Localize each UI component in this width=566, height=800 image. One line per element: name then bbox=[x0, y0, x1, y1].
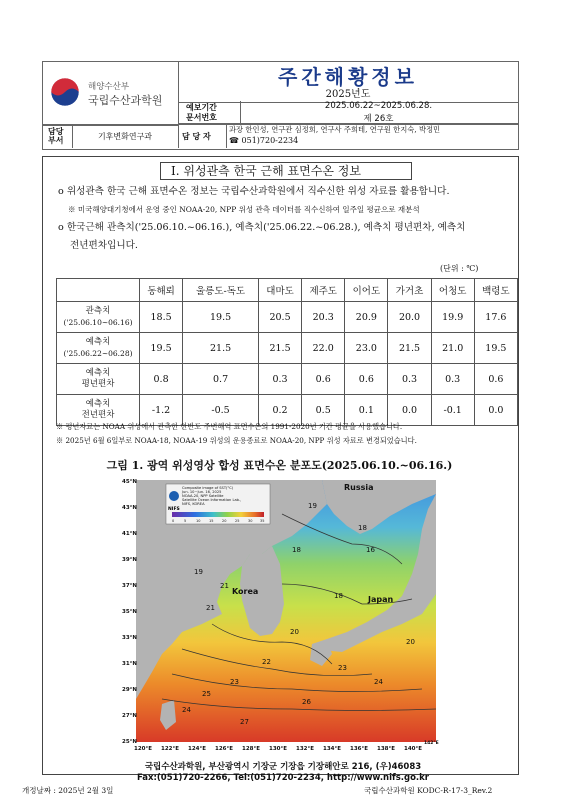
map-legend bbox=[166, 484, 270, 524]
legend-tick: 35 bbox=[260, 519, 265, 523]
table-cell: 0.1 bbox=[345, 395, 388, 426]
col-header: 대마도 bbox=[258, 279, 301, 302]
contour-label: 18 bbox=[358, 524, 367, 532]
lon-label: 128°E bbox=[242, 746, 260, 751]
legend-colorbar bbox=[172, 512, 264, 517]
legend-line: NOAA-20, NPP Satellite bbox=[182, 494, 224, 498]
lat-label: 41°N bbox=[122, 531, 138, 537]
note-1: ※ 미국해양대기청에서 운영 중인 NOAA-20, NPP 위성 관측 데이터를 직수신하여 일주일 평균으로 재분석 bbox=[68, 205, 420, 214]
table-cell: 20.5 bbox=[258, 302, 301, 333]
docno-value: 제 26호 bbox=[363, 114, 394, 124]
row-label: 예측치 평년편차 bbox=[57, 364, 140, 395]
year: 2025년도 bbox=[325, 89, 371, 100]
place-korea: Korea bbox=[232, 587, 259, 596]
table-cell: 20.9 bbox=[345, 302, 388, 333]
legend-tick: 30 bbox=[248, 519, 253, 523]
legend-tick: 20 bbox=[222, 519, 227, 523]
contour-label: 19 bbox=[308, 502, 317, 510]
lon-label: 130°E bbox=[269, 746, 287, 751]
contour-label: 18 bbox=[334, 592, 343, 600]
col-header: 동해뢰 bbox=[140, 279, 183, 302]
period-label: 예보기간 bbox=[186, 103, 217, 112]
col-header: 어청도 bbox=[431, 279, 474, 302]
col-header: 백령도 bbox=[474, 279, 517, 302]
legend-tick: 5 bbox=[184, 519, 187, 523]
revision-date: 개정날짜 : 2025년 2월 3일 bbox=[22, 786, 114, 795]
place-japan: Japan bbox=[368, 595, 394, 604]
table-corner bbox=[57, 279, 140, 302]
staff-value: 과장 한인성, 연구관 심정희, 연구사 주희테, 연구원 한지숙, 박정민 bbox=[229, 125, 441, 134]
table-cell: 0.6 bbox=[474, 364, 517, 395]
contour-label: 19 bbox=[194, 568, 203, 576]
docno-label: 문서번호 bbox=[186, 113, 217, 122]
table-row bbox=[57, 333, 518, 364]
table-cell: 19.5 bbox=[140, 333, 183, 364]
lat-label: 25°N bbox=[122, 739, 138, 745]
contour-label: 21 bbox=[206, 604, 215, 612]
table-cell: -1.2 bbox=[140, 395, 183, 426]
table-cell: 19.9 bbox=[431, 302, 474, 333]
lat-label: 35°N bbox=[122, 609, 138, 615]
lon-label: 120°E bbox=[134, 746, 152, 751]
table-cell: 21.0 bbox=[431, 333, 474, 364]
contour-label: 20 bbox=[290, 628, 299, 636]
footer-address bbox=[0, 762, 566, 784]
sst-map bbox=[122, 474, 444, 751]
table-cell: 0.3 bbox=[258, 364, 301, 395]
lat-label: 45°N bbox=[122, 479, 138, 485]
table-header-row bbox=[57, 279, 518, 302]
lon-label: 132°E bbox=[296, 746, 314, 751]
note-satellite: ※ 2025년 6월 6일부로 NOAA-18, NOAA-19 위성의 운용종료로 NOAA-20, NPP 위성 자료로 변경되었습니다. bbox=[56, 436, 417, 445]
table-cell: 0.2 bbox=[258, 395, 301, 426]
col-header: 울릉도-독도 bbox=[183, 279, 259, 302]
table-cell: 21.5 bbox=[388, 333, 431, 364]
table-row bbox=[57, 302, 518, 333]
place-russia: Russia bbox=[344, 483, 374, 492]
lat-label: 39°N bbox=[122, 557, 138, 563]
table-cell: 0.7 bbox=[183, 364, 259, 395]
page-title: 주간해황정보 bbox=[278, 65, 418, 89]
lon-label: 126°E bbox=[215, 746, 233, 751]
table-cell: 0.6 bbox=[345, 364, 388, 395]
nifs-label: NIFS bbox=[168, 507, 180, 512]
nifs-logo-icon bbox=[169, 491, 179, 501]
col-header: 가거초 bbox=[388, 279, 431, 302]
contour-label: 25 bbox=[202, 690, 211, 698]
sst-map-svg bbox=[122, 474, 444, 751]
legend-tick: 15 bbox=[209, 519, 214, 523]
legend-tick: 10 bbox=[196, 519, 201, 523]
lon-label: 138°E bbox=[377, 746, 395, 751]
section-title: I. 위성관측 한국 근해 표면수온 정보 bbox=[160, 162, 412, 180]
footer-line2: Fax:(051)720-2266, Tel:(051)720-2234, http://www.nifs.go.kr bbox=[137, 773, 429, 783]
table-cell: 21.5 bbox=[258, 333, 301, 364]
org-main: 국립수산과학원 bbox=[88, 94, 163, 107]
dept-divider-3 bbox=[226, 124, 227, 148]
lon-label: 142°E bbox=[424, 741, 439, 746]
row-label: 예측치 ('25.06.22~06.28) bbox=[57, 333, 140, 364]
table-cell: -0.1 bbox=[431, 395, 474, 426]
legend-line: Jun. 10~Jun. 16, 2025 bbox=[182, 490, 222, 494]
contour-label: 21 bbox=[220, 582, 229, 590]
table-cell: 20.3 bbox=[302, 302, 345, 333]
contour-label: 24 bbox=[182, 706, 191, 714]
lat-label: 37°N bbox=[122, 583, 138, 589]
table-cell: -0.5 bbox=[183, 395, 259, 426]
bullet-2a: o 한국근해 관측치('25.06.10.~06.16.), 예측치('25.06.22.~06.28.), 예측치 평년편차, 예측치 bbox=[58, 222, 466, 233]
table-cell: 19.5 bbox=[183, 302, 259, 333]
lon-label: 122°E bbox=[161, 746, 179, 751]
table-cell: 20.0 bbox=[388, 302, 431, 333]
table-cell: 0.0 bbox=[388, 395, 431, 426]
col-header: 제주도 bbox=[302, 279, 345, 302]
period-value: 2025.06.22~2025.06.28. bbox=[324, 101, 433, 111]
legend-line: Composite image of SST(°C) bbox=[182, 486, 234, 490]
staff-label: 담 당 자 bbox=[182, 132, 211, 141]
table-cell: 0.3 bbox=[388, 364, 431, 395]
doc-code: 국립수산과학원 KODC-R-17-3_Rev.2 bbox=[364, 786, 493, 795]
contour-label: 20 bbox=[406, 638, 415, 646]
lat-label: 43°N bbox=[122, 505, 138, 511]
dept-label: 담당부서 bbox=[48, 127, 64, 145]
sst-table bbox=[56, 278, 518, 426]
legend-tick: 0 bbox=[172, 519, 175, 523]
lat-axis bbox=[122, 479, 137, 745]
table-cell: 19.5 bbox=[474, 333, 517, 364]
lon-label: 124°E bbox=[188, 746, 206, 751]
table-cell: 23.0 bbox=[345, 333, 388, 364]
contour-label: 22 bbox=[262, 658, 271, 666]
lon-label: 140°E bbox=[404, 746, 422, 751]
legend-line: Satellite Ocean Information Lab., bbox=[182, 498, 242, 502]
legend-tick: 25 bbox=[235, 519, 240, 523]
contour-label: 23 bbox=[338, 664, 347, 672]
contour-label: 26 bbox=[302, 698, 311, 706]
contour-label: 16 bbox=[366, 546, 375, 554]
org-top: 해양수산부 bbox=[88, 82, 130, 92]
table-row bbox=[57, 364, 518, 395]
table-cell: 0.5 bbox=[302, 395, 345, 426]
footer-line1: 국립수산과학원, 부산광역시 기장군 기장읍 기장해안로 216, (우)46083 bbox=[144, 762, 422, 772]
legend-line: NIFS, KOREA bbox=[182, 502, 205, 506]
lon-label: 134°E bbox=[323, 746, 341, 751]
bullet-2b: 전년편차입니다. bbox=[70, 240, 138, 251]
contour-label: 23 bbox=[230, 678, 239, 686]
lat-label: 29°N bbox=[122, 687, 138, 693]
note-normal: ※ 평년자료는 NOAA 위성에서 관측한 한반도 주변해역 표면수온의 1991-2020년 기간 평균을 사용했습니다. bbox=[56, 422, 403, 431]
lat-label: 27°N bbox=[122, 713, 138, 719]
row-label: 관측치 ('25.06.10~06.16) bbox=[57, 302, 140, 333]
lat-label: 33°N bbox=[122, 635, 138, 641]
lat-label: 31°N bbox=[122, 661, 138, 667]
dept-divider-2 bbox=[178, 124, 179, 148]
table-row bbox=[57, 395, 518, 426]
contour-label: 27 bbox=[240, 718, 249, 726]
table-cell: 21.5 bbox=[183, 333, 259, 364]
row-label: 예측치 전년편차 bbox=[57, 395, 140, 426]
dept-value: 기후변화연구과 bbox=[97, 132, 153, 141]
lon-label: 136°E bbox=[350, 746, 368, 751]
unit-label: (단위 : ℃) bbox=[440, 264, 479, 273]
figure-title: 그림 1. 광역 위성영상 합성 표면수온 분포도(2025.06.10.~06.16.) bbox=[106, 459, 453, 472]
bullet-1: o 위성관측 한국 근해 표면수온 정보는 국립수산과학원에서 직수신한 위성 자료를 활용합니다. bbox=[58, 186, 450, 197]
table-cell: 0.0 bbox=[474, 395, 517, 426]
table-cell: 0.8 bbox=[140, 364, 183, 395]
table-cell: 0.6 bbox=[302, 364, 345, 395]
contour-label: 18 bbox=[292, 546, 301, 554]
table-cell: 18.5 bbox=[140, 302, 183, 333]
logo-emblem-icon bbox=[50, 77, 80, 107]
staff-phone: ☎ 051)720-2234 bbox=[229, 136, 299, 145]
table-cell: 0.3 bbox=[431, 364, 474, 395]
table-cell: 22.0 bbox=[302, 333, 345, 364]
col-header: 이어도 bbox=[345, 279, 388, 302]
table-cell: 17.6 bbox=[474, 302, 517, 333]
contour-label: 24 bbox=[374, 678, 383, 686]
